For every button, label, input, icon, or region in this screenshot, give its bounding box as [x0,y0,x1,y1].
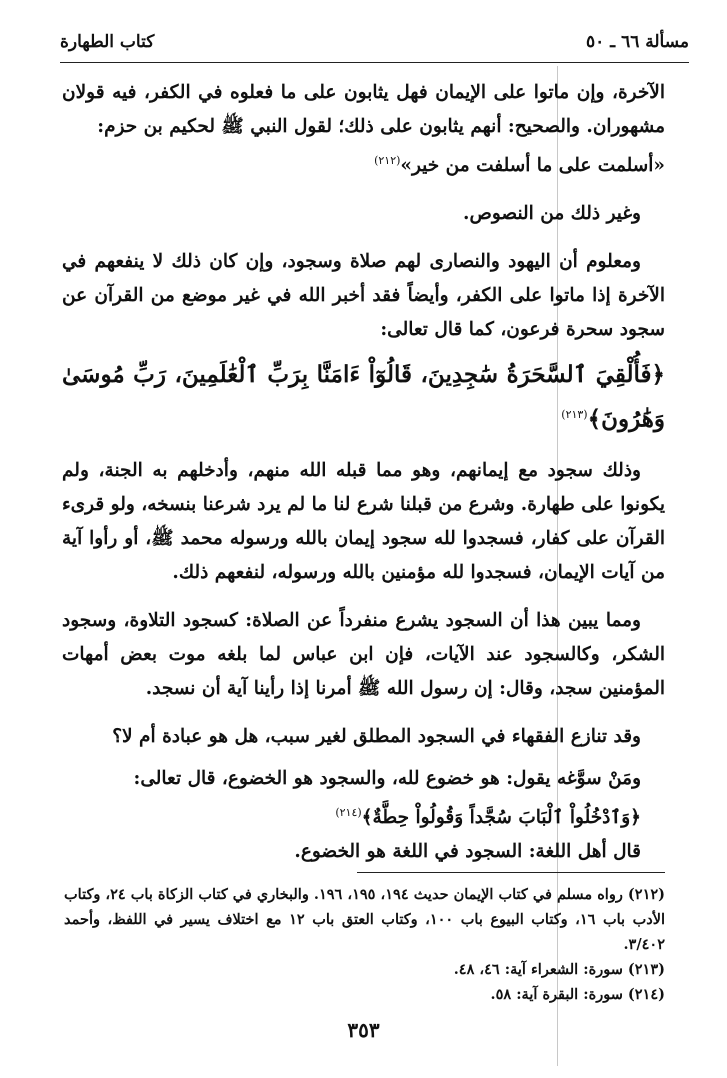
page-number: ٣٥٣ [347,1018,380,1042]
hadith-text: «أسلمت على ما أسلفت من خير» [400,155,665,177]
footnote-ref-212: (٢١٢) [374,154,401,167]
hadith-quote [62,144,665,183]
paragraph-1: الآخرة، وإن ماتوا على الإيمان فهل يثابون على ما فعلوه في الكفر، فيه قولان مشهوران. والصحيح: أنهم يثابون على ذلك؛ لقول النبي ﷺ لحكيم بن حزم: [62,82,665,137]
footnote-212: (٢١٢) رواه مسلم في كتاب الإيمان حديث ١٩٤، ١٩٥، ١٩٦. والبخاري في كتاب الزكاة باب ٢٤، وكتاب الأدب باب ١٦، وكتاب البيوع باب ١٠٠، وكتاب العتق باب ١٢ مع اختلاف يسير في اللفظ، وأحمد ٣/٤٠٢. [64,886,666,953]
quran-verse-2 [62,796,665,835]
paragraph-7: ومَنْ سوَّغه يقول: هو خضوع لله، والسجود هو الخضوع، قال تعالى: [133,767,641,789]
verse-text-1: ﴿فَأُلْقِيَ ٱلسَّحَرَةُ سَٰجِدِينَ، قَالُوٓاْ ءَامَنَّا بِرَبِّ ٱلْعَٰلَمِينَ، رَبِّ مُوسَىٰ وَهَٰرُونَ﴾ [62,361,665,433]
paragraph-4: وذلك سجود مع إيمانهم، وهو مما قبله الله منهم، وأدخلهم به الجنة، ولم يكونوا على طهارة. وشرع من قبلنا شرع لنا ما لم يرد شرعنا بنسخه، ولو قرىء القرآن على كفار، فسجدوا لله سجود إيمان بالله ورسوله محمد ﷺ، أو رأوا آية من آيات الإيمان، فسجدوا لله مؤمنين بالله ورسوله، لنفعهم ذلك. [61,459,665,583]
main-text [62,76,665,869]
verse-text-2: ﴿وَٱدْخُلُواْ ٱلْبَابَ سُجَّداً وَقُولُواْ حِطَّةٌ﴾ [361,806,641,828]
footnote-ref-213: (٢١٣) [561,408,588,422]
paragraph-8: قال أهل اللغة: السجود في اللغة هو الخضوع. [294,840,641,862]
paragraph-3: ومعلوم أن اليهود والنصارى لهم صلاة وسجود، وإن كان ذلك لا ينفعهم في الآخرة إذا ماتوا على الكفر، وأيضاً فقد أخبر الله في غير موضع من القرآن عن سجود سحرة فرعون، كما قال تعالى: [62,251,665,341]
header-issue: مسألة ٦٦ ـ ٥٠ [585,32,689,52]
quran-verse-1 [62,355,665,440]
footnote-separator [357,872,665,873]
footnote-ref-214: (٢١٤) [335,805,362,819]
footnote-213: (٢١٣) سورة: الشعراء آية: ٤٦، ٤٨. [453,961,665,978]
paragraph-2: وغير ذلك من النصوص. [463,203,641,225]
footnote-214: (٢١٤) سورة: البقرة آية: ٥٨. [490,986,665,1003]
header-title: كتاب الطهارة [60,32,155,52]
paragraph-5: ومما يبين هذا أن السجود يشرع منفرداً عن الصلاة: كسجود التلاوة، وسجود الشكر، وكالسجود عند الآيات، فإن ابن عباس لما بلغه موت بعض أمهات المؤمنين سجد، وقال: إن رسول الله ﷺ أمرنا إذا رأينا آية أن نسجد. [62,609,665,699]
footnotes [64,882,665,1007]
paragraph-6: وقد تنازع الفقهاء في السجود المطلق لغير سبب، هل هو عبادة أم لا؟ [112,725,641,747]
running-header [60,28,689,63]
